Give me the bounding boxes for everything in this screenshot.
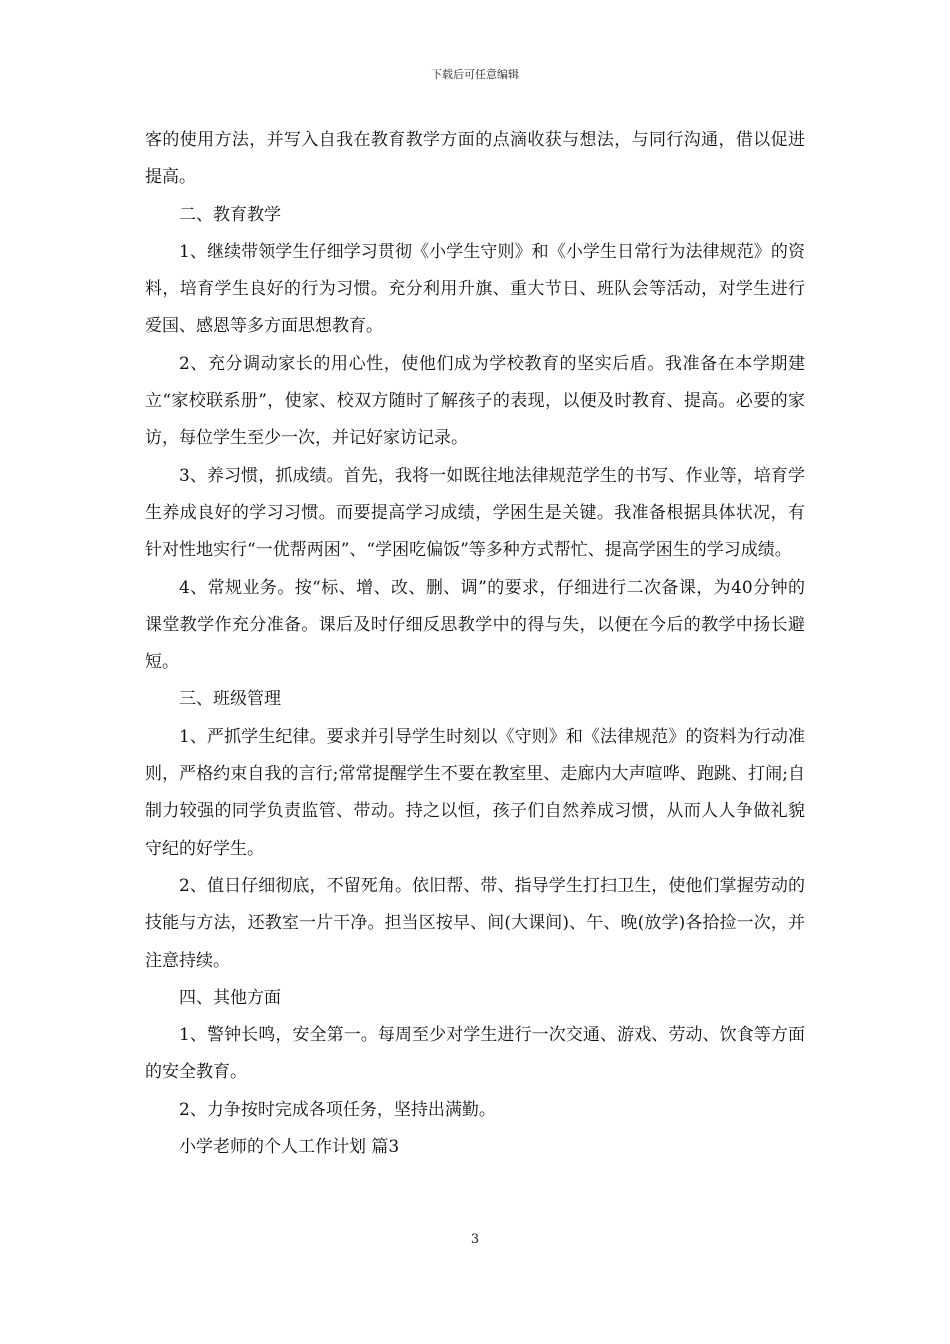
paragraph: 1、警钟长鸣，安全第一。每周至少对学生进行一次交通、游戏、劳动、饮食等方面的安全教育。: [145, 1025, 805, 1083]
paragraph: 4、常规业务。按“标、增、改、删、调”的要求，仔细进行二次备课，为40分钟的课堂教学作充分准备。课后及时仔细反思教学中的得与失，以便在今后的教学中扬长避短。: [145, 577, 805, 673]
paragraph: 2、力争按时完成各项任务，坚持出满勤。: [179, 1099, 496, 1120]
page-number: 3: [470, 1232, 480, 1247]
page-header: 下载后可任意编辑: [431, 68, 519, 81]
paragraph: 客的使用方法，并写入自我在教育教学方面的点滴收获与想法，与同行沟通，借以促进提高。: [145, 130, 805, 188]
paragraph: 1、严抓学生纪律。要求并引导学生时刻以《守则》和《法律规范》的资料为行动准则，严格约束自我的言行;常常提醒学生不要在教室里、走廊内大声喧哗、跑跳、打闹;自制力较强的同学负责监管、带动。持之以恒，孩子们自然养成习惯，从而人人争做礼貌守纪的好学生。: [145, 726, 805, 859]
paragraph: 2、值日仔细彻底，不留死角。依旧帮、带、指导学生打扫卫生，使他们掌握劳动的技能与方法，还教室一片干净。担当区按早、间(大课间)、午、晚(放学)各拾捡一次，并注意持续。: [145, 875, 805, 971]
document-body: [145, 122, 805, 1166]
section-heading: 三、班级管理: [179, 689, 281, 710]
section-heading: 四、其他方面: [179, 987, 281, 1008]
section-heading: 二、教育教学: [179, 204, 281, 225]
paragraph: 1、继续带领学生仔细学习贯彻《小学生守则》和《小学生日常行为法律规范》的资料，培育学生良好的行为习惯。充分利用升旗、重大节日、班队会等活动，对学生进行爱国、感恩等多方面思想教育。: [145, 241, 805, 337]
section-title: 小学老师的个人工作计划 篇3: [179, 1137, 400, 1158]
paragraph: 2、充分调动家长的用心性，使他们成为学校教育的坚实后盾。我准备在本学期建立“家校联系册”，使家、校双方随时了解孩子的表现，以便及时教育、提高。必要的家访，每位学生至少一次，并记好家访记录。: [145, 353, 805, 449]
paragraph: 3、养习惯，抓成绩。首先，我将一如既往地法律规范学生的书写、作业等，培育学生养成良好的学习习惯。而要提高学习成绩，学困生是关键。我准备根据具体状况，有针对性地实行“一优帮两困”、“学困吃偏饭”等多种方式帮忙、提高学困生的学习成绩。: [145, 465, 805, 561]
